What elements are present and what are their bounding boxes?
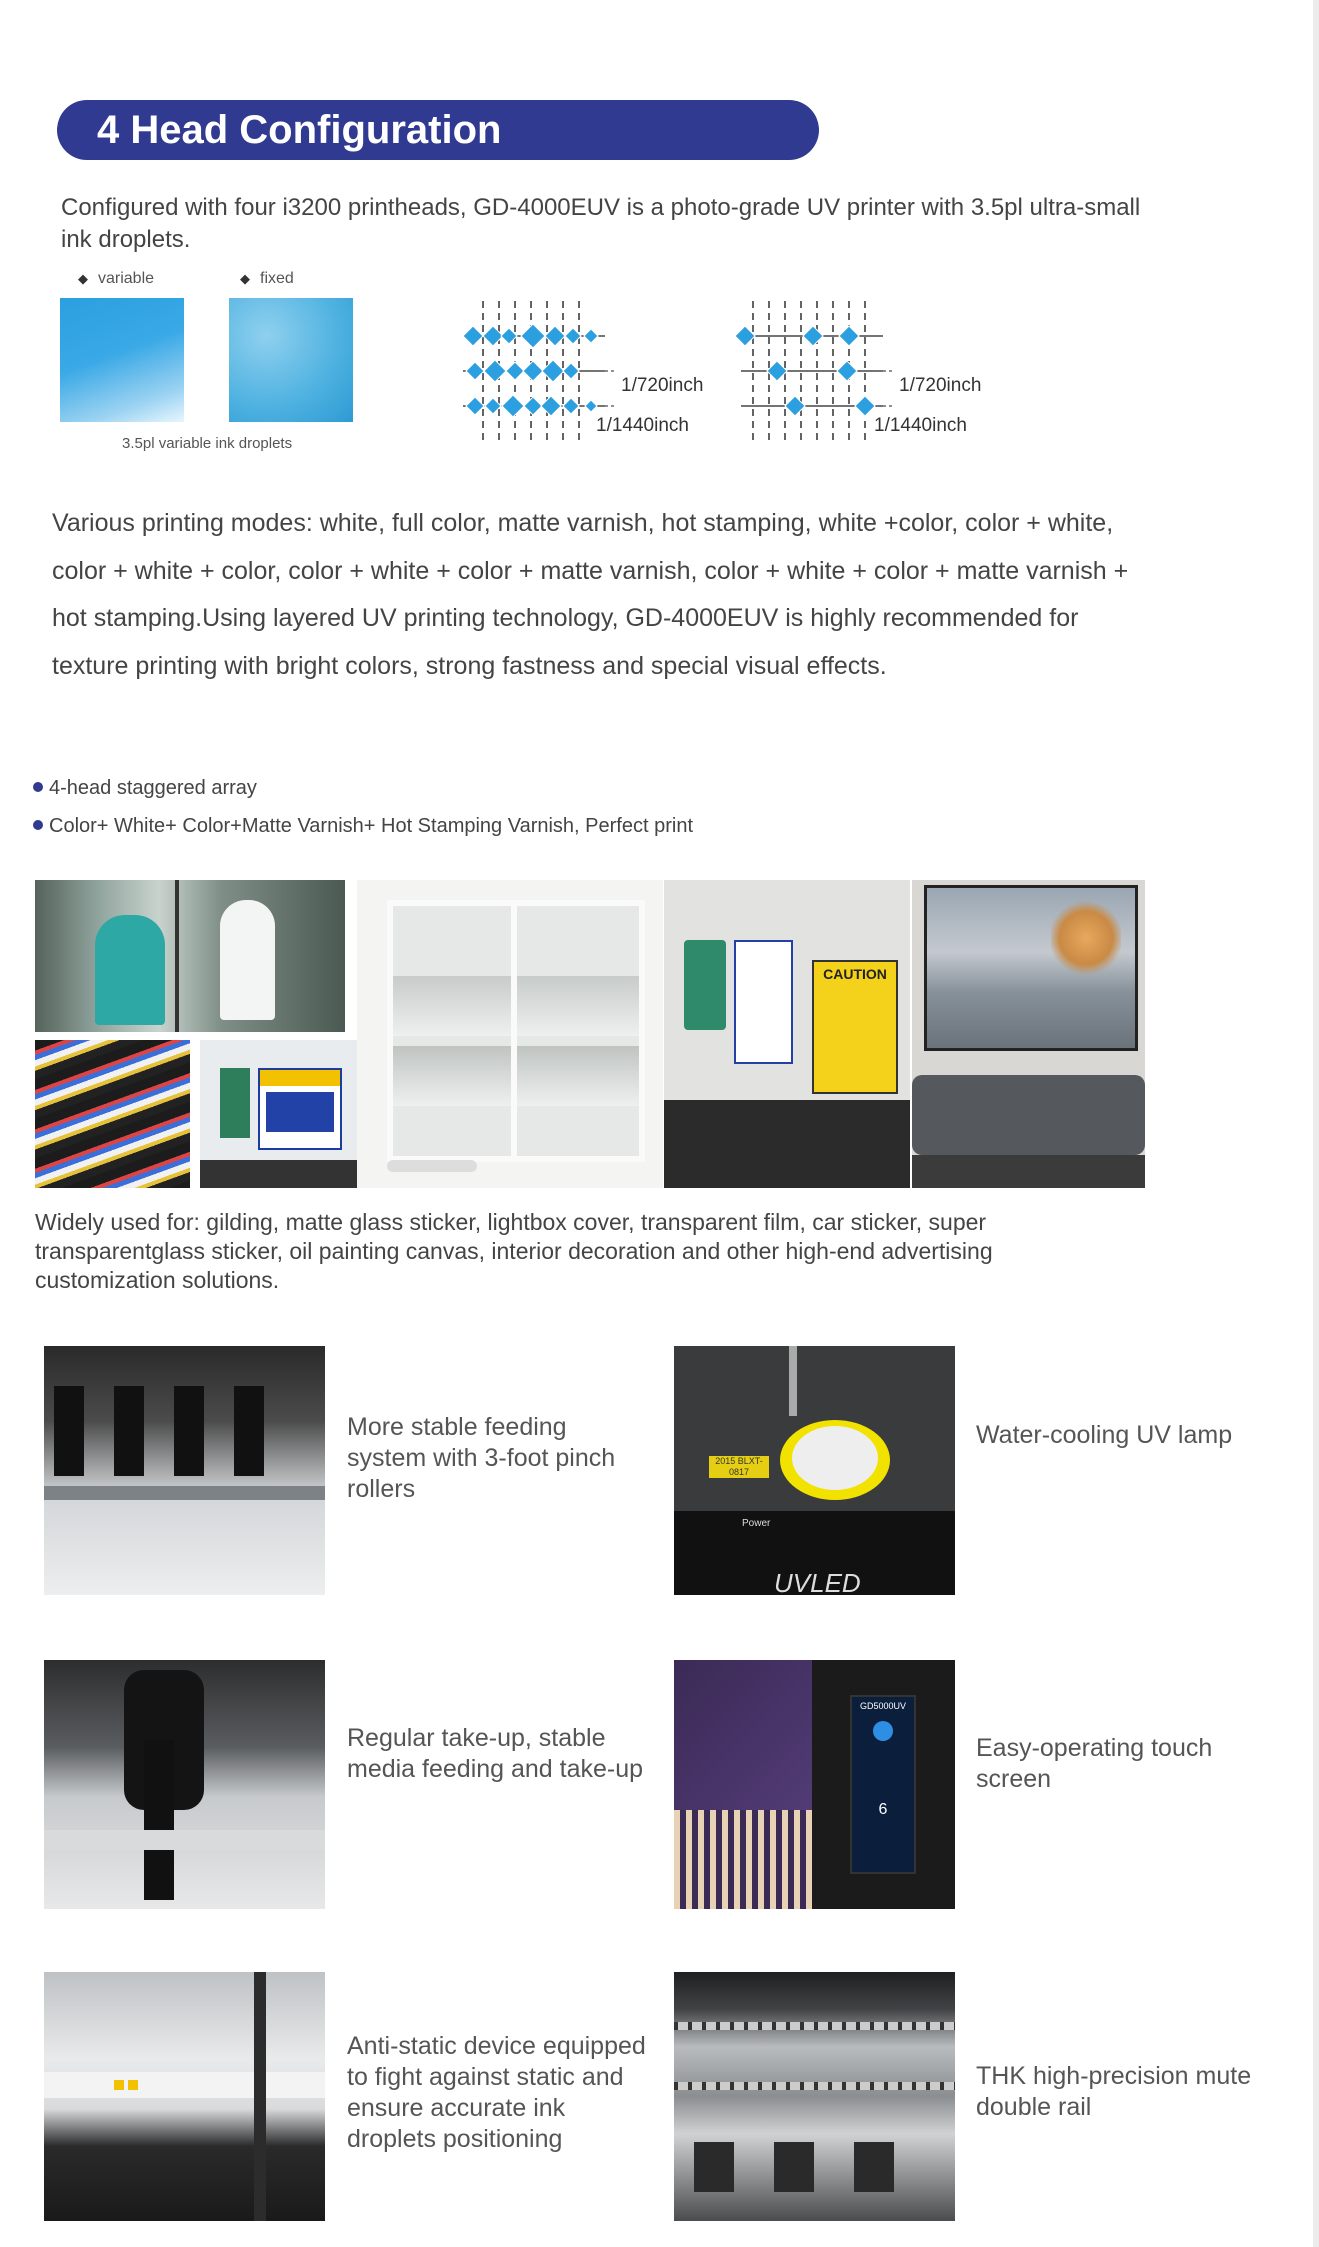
dim-label-b2: 1/1440inch xyxy=(874,415,967,436)
page-right-edge xyxy=(1313,0,1319,2247)
bullet-item: 4-head staggered array xyxy=(33,777,257,800)
usage-paragraph: Widely used for: gilding, matte glass sticker, lightbox cover, transparent film, car sticker, super transparentglass sticker, oil painting canvas, interior decoration and other high-end advertising customization solutions. xyxy=(35,1209,993,1293)
fixed-label: ◆ fixed xyxy=(240,270,294,287)
screen-model: GD5000UV xyxy=(859,1701,907,1711)
intro-paragraph: Configured with four i3200 printheads, GD-4000EUV is a photo-grade UV printer with 3.5pl ultra-small ink droplets. xyxy=(61,194,1141,253)
feature-text: Easy-operating touch screen xyxy=(976,1734,1213,1793)
photo-caution-sticker xyxy=(664,880,910,1188)
photo-caution-board xyxy=(200,1040,357,1188)
fixed-droplet-swatch xyxy=(229,298,353,422)
feature-text: Regular take-up, stable media feeding and take-up xyxy=(347,1724,644,1783)
photo-glass-door xyxy=(35,880,345,1032)
feature-image-anti-static xyxy=(44,1972,325,2221)
feature-text: Water-cooling UV lamp xyxy=(976,1421,1233,1449)
feature-text: Anti-static device equipped to fight against static and ensure accurate ink droplets positioning xyxy=(347,2032,646,2153)
bullet-item: Color+ White+ Color+Matte Varnish+ Hot Stamping Varnish, Perfect print xyxy=(33,815,693,838)
lamp-sticker: 2015 BLXT-0817 xyxy=(709,1456,769,1478)
dim-label-a1: 1/720inch xyxy=(621,375,704,396)
variable-droplet-swatch xyxy=(60,298,184,422)
bullet-dot xyxy=(33,782,43,792)
photo-window-decal xyxy=(357,880,663,1188)
bullet-dot xyxy=(33,820,43,830)
feature-image-take-up xyxy=(44,1660,325,1909)
section-title: 4 Head Configuration xyxy=(97,108,502,152)
photo-label-rolls xyxy=(35,1040,190,1188)
feature-text: More stable feeding system with 3-foot pinch rollers xyxy=(347,1413,616,1503)
feature-image-pinch-rollers xyxy=(44,1346,325,1595)
lamp-brand: UVLED xyxy=(774,1568,861,1595)
caution-sign-text: CAUTION xyxy=(823,966,887,982)
feature-image-double-rail xyxy=(674,1972,955,2221)
lamp-power-label: Power xyxy=(742,1518,771,1529)
printing-modes-paragraph: Various printing modes: white, full color, matte varnish, hot stamping, white +color, color + white, color + white + color, color + white + color + matte varnish, color + white + color + matte varnish + hot stamping.Using layered UV printing technology, GD-4000EUV is highly recommended for texture printing with bright colors, strong fastness and special visual effects. xyxy=(52,509,1129,680)
photo-living-room-painting xyxy=(912,880,1145,1188)
feature-image-uv-lamp xyxy=(674,1346,955,1595)
variable-label: ◆ variable xyxy=(78,270,155,287)
droplet-caption: 3.5pl variable ink droplets xyxy=(122,435,293,452)
dim-label-a2: 1/1440inch xyxy=(596,415,689,436)
screen-number: 6 xyxy=(878,1801,888,1818)
section-heading-banner xyxy=(57,100,819,160)
feature-image-touch-screen xyxy=(674,1660,955,1909)
dim-label-b1: 1/720inch xyxy=(899,375,982,396)
feature-text: THK high-precision mute double rail xyxy=(976,2062,1252,2121)
